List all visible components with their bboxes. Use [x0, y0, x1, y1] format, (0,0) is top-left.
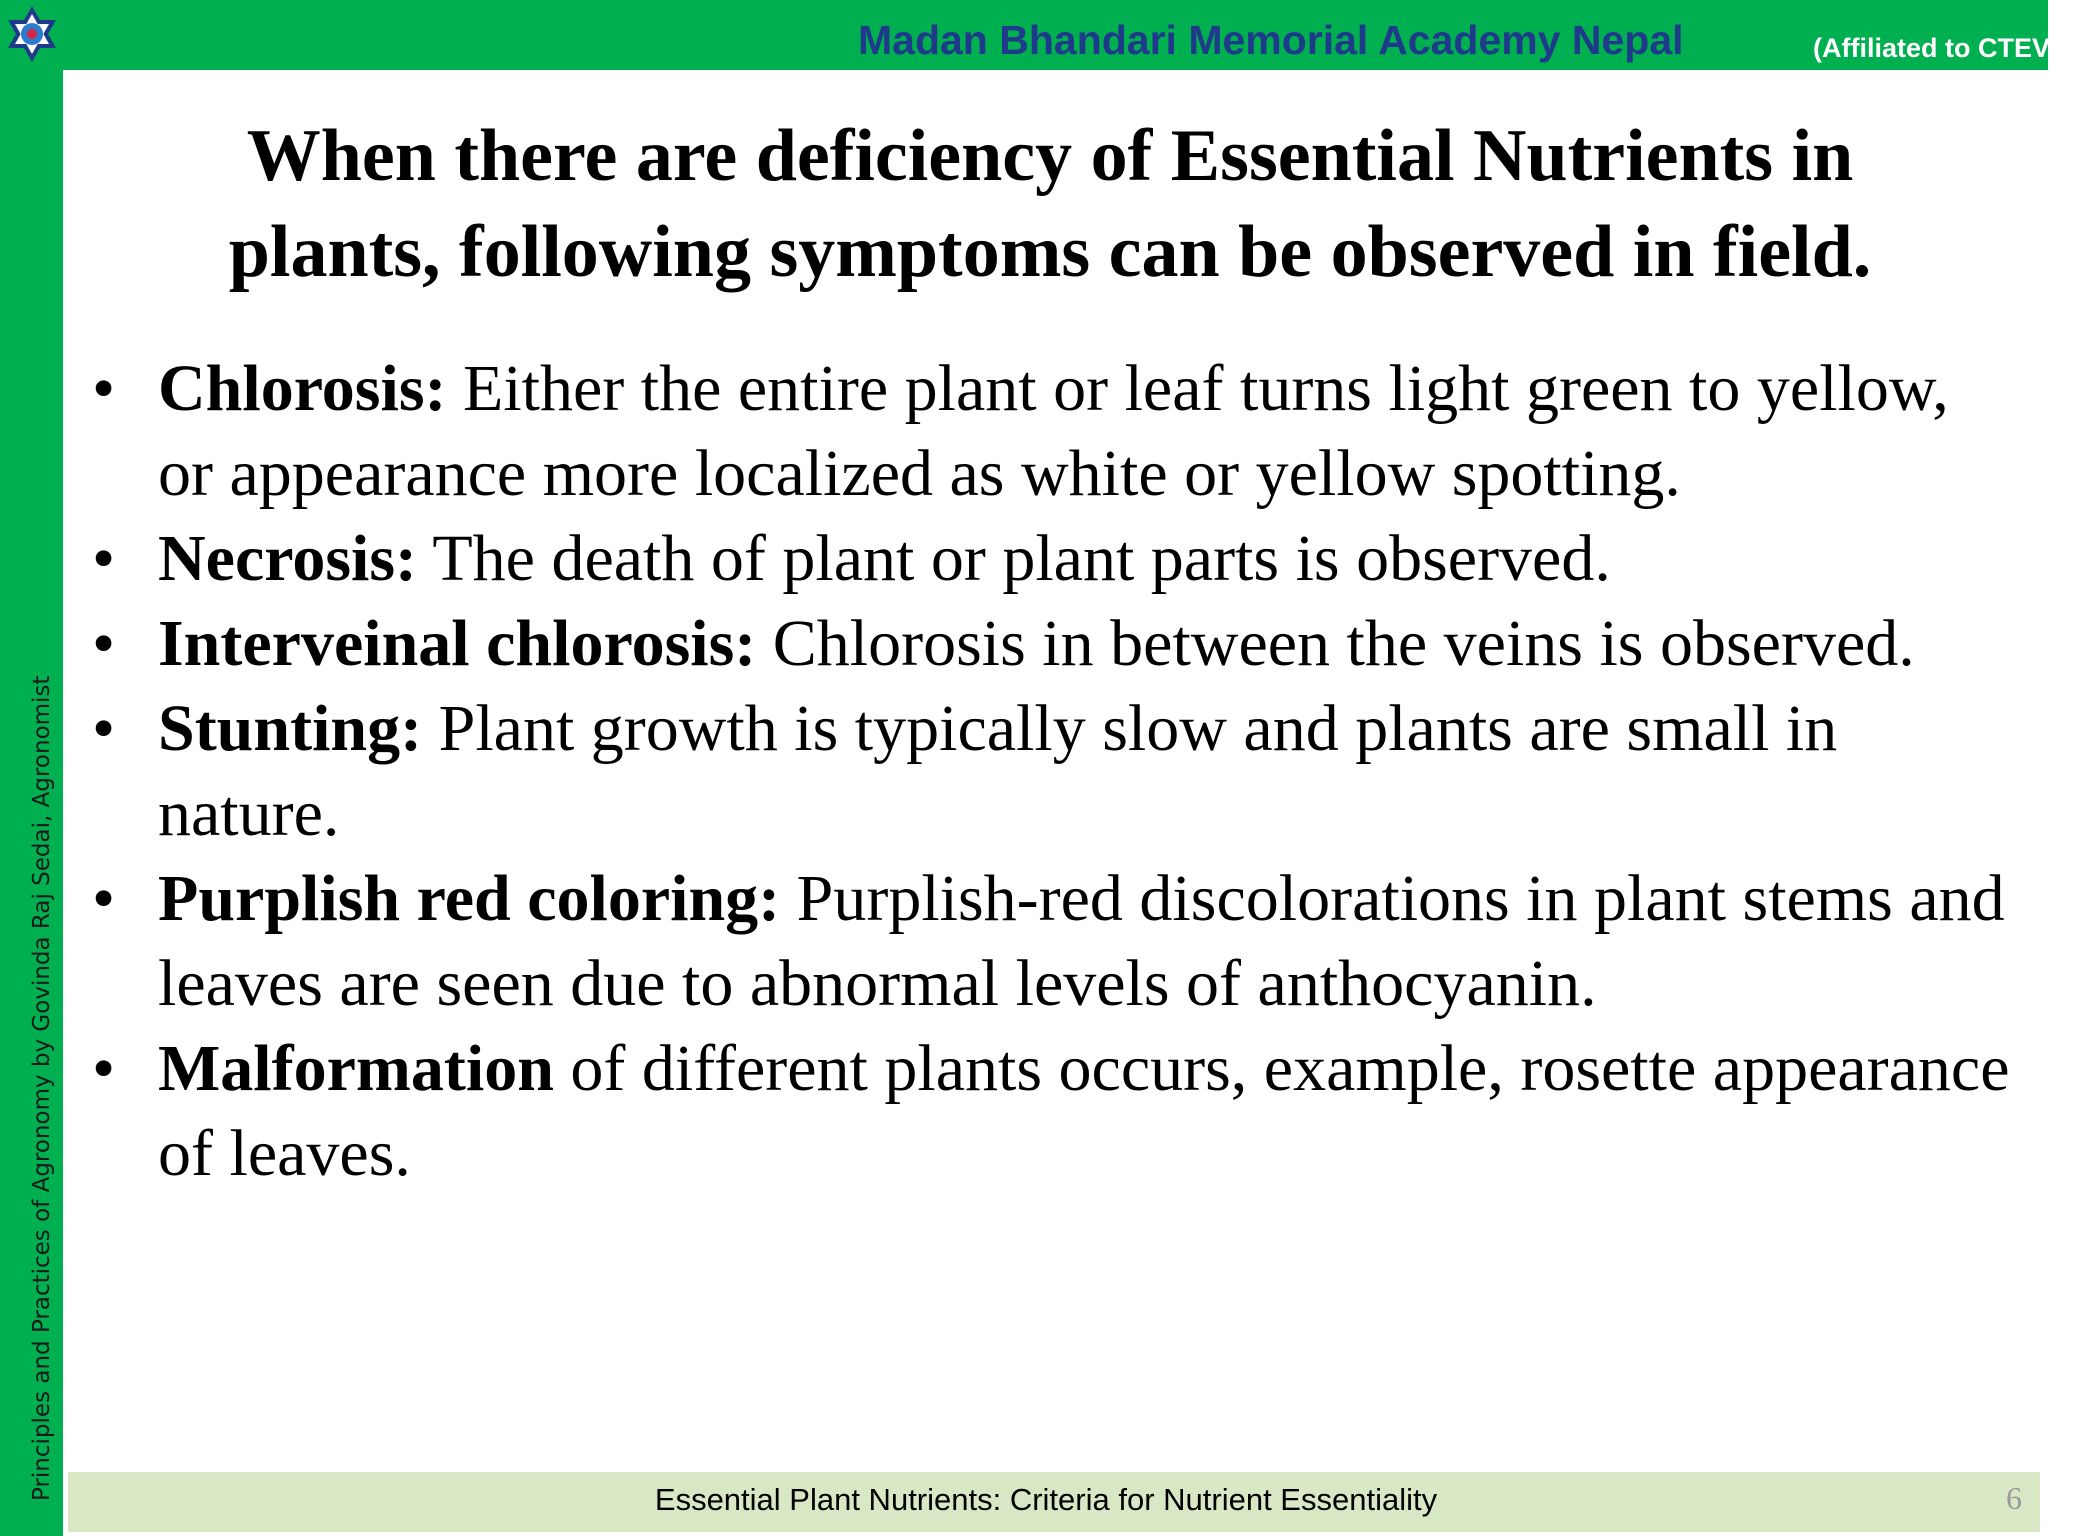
symptom-term: Purplish red coloring:: [158, 862, 781, 935]
symptom-item-stunting: [92, 686, 2012, 856]
symptom-item-chlorosis: [92, 346, 2012, 516]
symptom-term: Stunting:: [158, 692, 423, 765]
symptom-term: Necrosis:: [158, 522, 418, 595]
symptom-term: Malformation: [158, 1032, 554, 1105]
footer-title: Essential Plant Nutrients: Criteria for Nutrient Essentiality: [654, 1482, 1438, 1517]
affiliation-label: (Affiliated to CTEVT): [1813, 33, 2075, 63]
symptom-item-interveinal-chlorosis: [92, 601, 2012, 686]
symptom-description: Purplish-red discolorations in plant stems and leaves are seen due to abnormal levels of anthocyanin.: [158, 862, 2005, 1020]
symptom-term: Chlorosis:: [158, 352, 447, 425]
symptom-item-purplish-red-coloring: [92, 856, 2012, 1026]
symptom-term: Interveinal chlorosis:: [158, 607, 757, 680]
symptom-description: The death of plant or plant parts is observed.: [417, 522, 1611, 595]
symptom-description: Plant growth is typically slow and plants are small in nature.: [158, 692, 1838, 850]
symptom-description: Either the entire plant or leaf turns light green to yellow, or appearance more localized as white or yellow spotting.: [158, 352, 1949, 510]
top-header-bar: [63, 0, 2075, 70]
symptom-item-necrosis: [92, 516, 2012, 601]
academy-star-emblem-icon: [4, 4, 60, 64]
side-strip: [0, 0, 63, 1536]
footer-bar: [68, 1472, 2040, 1532]
symptom-list: [92, 346, 2012, 1196]
slide-title: [100, 108, 2000, 300]
page-number: 6: [2006, 1480, 2022, 1516]
symptom-description: of different plants occurs, example, rosette appearance of leaves.: [158, 1032, 2010, 1190]
slide-title-line-2: plants, following symptoms can be observed in field.: [228, 211, 1872, 293]
slide-title-line-1: When there are deficiency of Essential Nutrients in: [246, 115, 1854, 197]
sidebar-credit-text: Principles and Practices of Agronomy by Govinda Raj Sedai, Agronomist: [29, 675, 55, 1501]
symptom-item-malformation: [92, 1026, 2012, 1196]
symptom-description: Chlorosis in between the veins is observed.: [756, 607, 1915, 680]
academy-name: Madan Bhandari Memorial Academy Nepal: [858, 17, 1684, 63]
